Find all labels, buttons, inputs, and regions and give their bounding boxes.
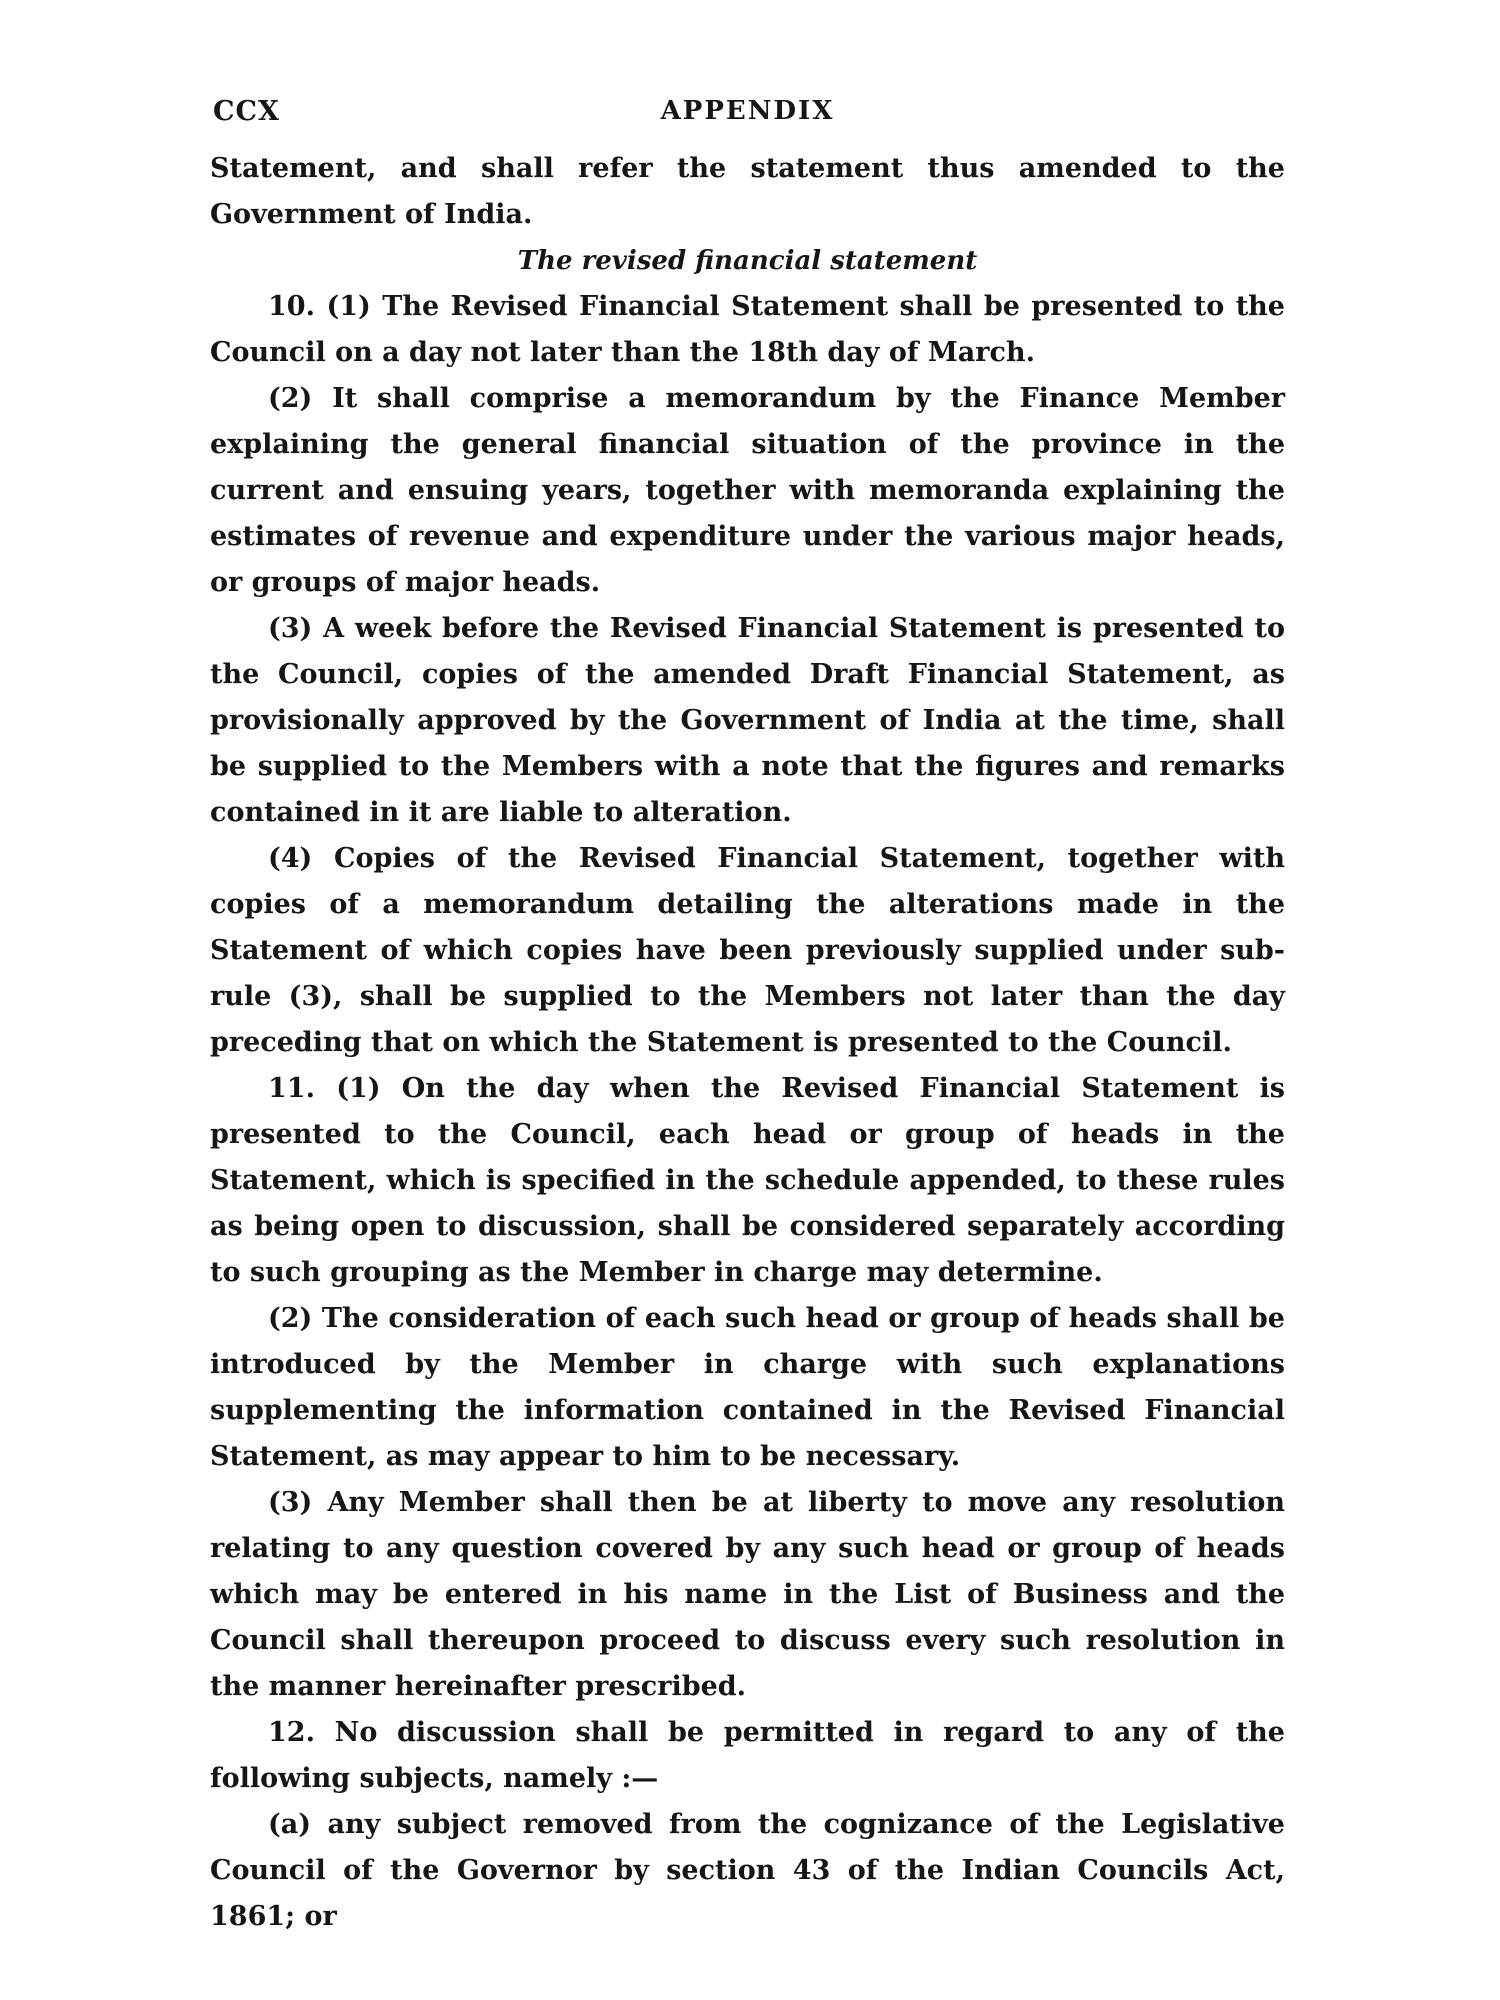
rule-11-1: 11. (1) On the day when the Revised Financial Statement is presented to the Council, each head or group of heads in the Statement, which is specified in the schedule appended, to these rules as being open to discussion, shall be considered separately according to such grouping as the Member in charge may determine. xyxy=(210,1073,1285,1288)
rule-11-3: (3) Any Member shall then be at liberty to move any resolution relating to any question covered by any such head or group of heads which may be entered in his name in the List of Business and the Council shall thereupon proceed to discuss every such resolution in the manner hereinafter prescribed. xyxy=(210,1487,1285,1702)
rule-12: 12. No discussion shall be permitted in regard to any of the following subjects, namely :— xyxy=(210,1717,1285,1794)
rule-10-1: 10. (1) The Revised Financial Statement shall be presented to the Council on a day not later than the 18th day of March. xyxy=(210,291,1285,368)
rule-10-3: (3) A week before the Revised Financial Statement is presented to the Council, copies of the amended Draft Financial Statement, as provisionally approved by the Government of India at the time, shall be supplied to the Members with a note that the figures and remarks contained in it are liable to alteration. xyxy=(210,613,1285,828)
rule-12-a: (a) any subject removed from the cognizance of the Legislative Council of the Governor by section 43 of the Indian Councils Act, 1861; or xyxy=(210,1809,1285,1932)
page-header xyxy=(210,88,1285,138)
running-title: APPENDIX xyxy=(660,96,835,126)
section-heading: The revised financial statement xyxy=(517,246,978,276)
rule-10-4: (4) Copies of the Revised Financial Statement, together with copies of a memorandum detailing the alterations made in the Statement of which copies have been previously supplied under sub-rule (3), shall be supplied to the Members not later than the day preceding that on which the Statement is presented to the Council. xyxy=(210,843,1285,1058)
page-number: CCX xyxy=(213,96,280,127)
rule-10-2: (2) It shall comprise a memorandum by the Finance Member explaining the general financial situation of the province in the current and ensuing years, together with memoranda explaining the estimates of revenue and expenditure under the various major heads, or groups of major heads. xyxy=(210,383,1285,598)
continuation-paragraph: Statement, and shall refer the statement thus amended to the Government of India. xyxy=(210,153,1285,230)
rule-11-2: (2) The consideration of each such head or group of heads shall be introduced by the Member in charge with such explanations supplementing the information contained in the Revised Financial Statement, as may appear to him to be necessary. xyxy=(210,1303,1285,1472)
